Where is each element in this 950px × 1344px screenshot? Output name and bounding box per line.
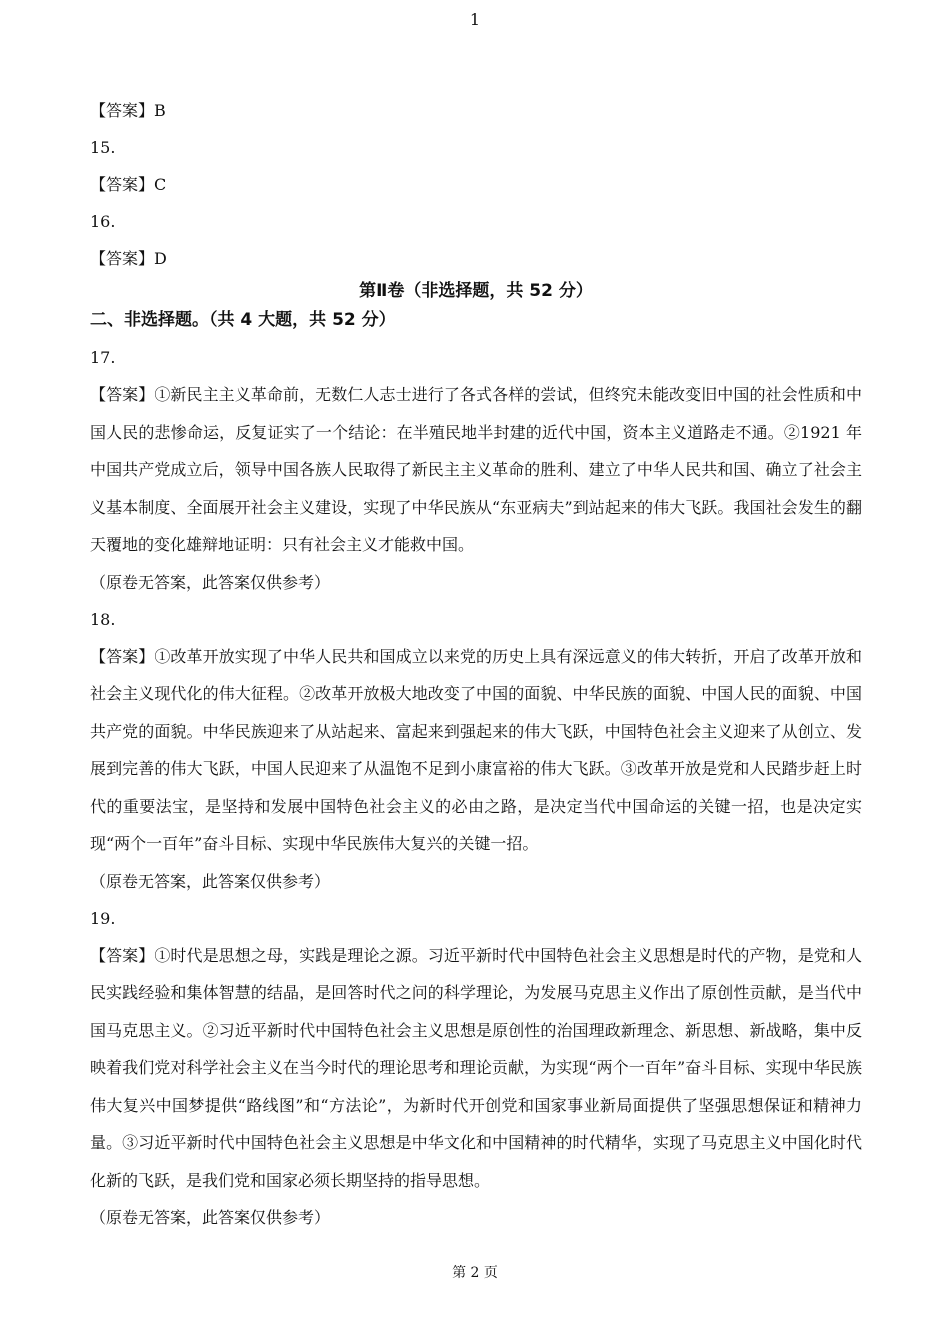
answer-16: 【答案】D — [90, 249, 167, 268]
section-subtitle: 二、非选择题。（共 4 大题，共 52 分） — [90, 310, 396, 330]
question-number-18: 18. — [90, 609, 116, 629]
answer-19: 【答案】①时代是思想之母，实践是理论之源。习近平新时代中国特色社会主义思想是时代的产物，是党和人民实践经验和集体智慧的结晶，是回答时代之问的科学理论，为发展马克思主义作出了原创性贡献，是当代中国马克思主义。②习近平新时代中国特色社会主义思想是原创性的治国理政新理念、新思想、新战略，集中反映着我们党对科学社会主义在当今时代的理论思考和理论贡献，为实现“两个一百年”奋斗目标、实现中华民族伟大复兴中国梦提供“路线图”和“方法论”，为新时代开创党和国家事业新局面提供了坚强思想保证和精神力量。③习近平新时代中国特色社会主义思想是中华文化和中国精神的时代精华，实现了马克思主义中国化时代化新的飞跃，是我们党和国家必须长期坚持的指导思想。 — [90, 945, 862, 1190]
question-number-15: 15. — [90, 138, 116, 157]
question-number-17: 17. — [90, 348, 116, 367]
page-footer: 第 2 页 — [452, 1265, 498, 1281]
answer-14: 【答案】B — [90, 101, 166, 120]
answer-17: 【答案】①新民主主义革命前，无数仁人志士进行了各式各样的尝试，但终究未能改变旧中国的社会性质和中国人民的悲惨命运，反复证实了一个结论：在半殖民地半封建的近代中国，资本主义道路走不通。②1921 年中国共产党成立后，领导中国各族人民取得了新民主主义革命的胜利、建立了中华人民共和国、确立了社会主义基本制度、全面展开社会主义建设，实现了中华民族从“东亚病夫”到站起来的伟大飞跃。我国社会发生的翻天覆地的变化雄辩地证明：只有社会主义才能救中国。 — [90, 385, 862, 554]
question-number-16: 16. — [90, 212, 116, 231]
note-17: （原卷无答案，此答案仅供参考） — [90, 572, 331, 592]
answer-15: 【答案】C — [90, 175, 167, 194]
page-number-top: 1 — [469, 10, 481, 29]
document-body — [90, 92, 862, 1236]
answer-18: 【答案】①改革开放实现了中华人民共和国成立以来党的历史上具有深远意义的伟大转折，开启了改革开放和社会主义现代化的伟大征程。②改革开放极大地改变了中国的面貌、中华民族的面貌、中国人民的面貌、中国共产党的面貌。中华民族迎来了从站起来、富起来到强起来的伟大飞跃，中国特色社会主义迎来了从创立、发展到完善的伟大飞跃，中国人民迎来了从温饱不足到小康富裕的伟大飞跃。③改革开放是党和人民踏步赶上时代的重要法宝，是坚持和发展中国特色社会主义的必由之路，是决定当代中国命运的关键一招，也是决定实现“两个一百年”奋斗目标、实现中华民族伟大复兴的关键一招。 — [90, 646, 862, 853]
note-18: （原卷无答案，此答案仅供参考） — [90, 871, 331, 891]
note-19: （原卷无答案，此答案仅供参考） — [90, 1208, 331, 1227]
question-number-19: 19. — [90, 908, 116, 928]
section-title: 第Ⅱ卷（非选择题，共 52 分） — [359, 281, 593, 301]
